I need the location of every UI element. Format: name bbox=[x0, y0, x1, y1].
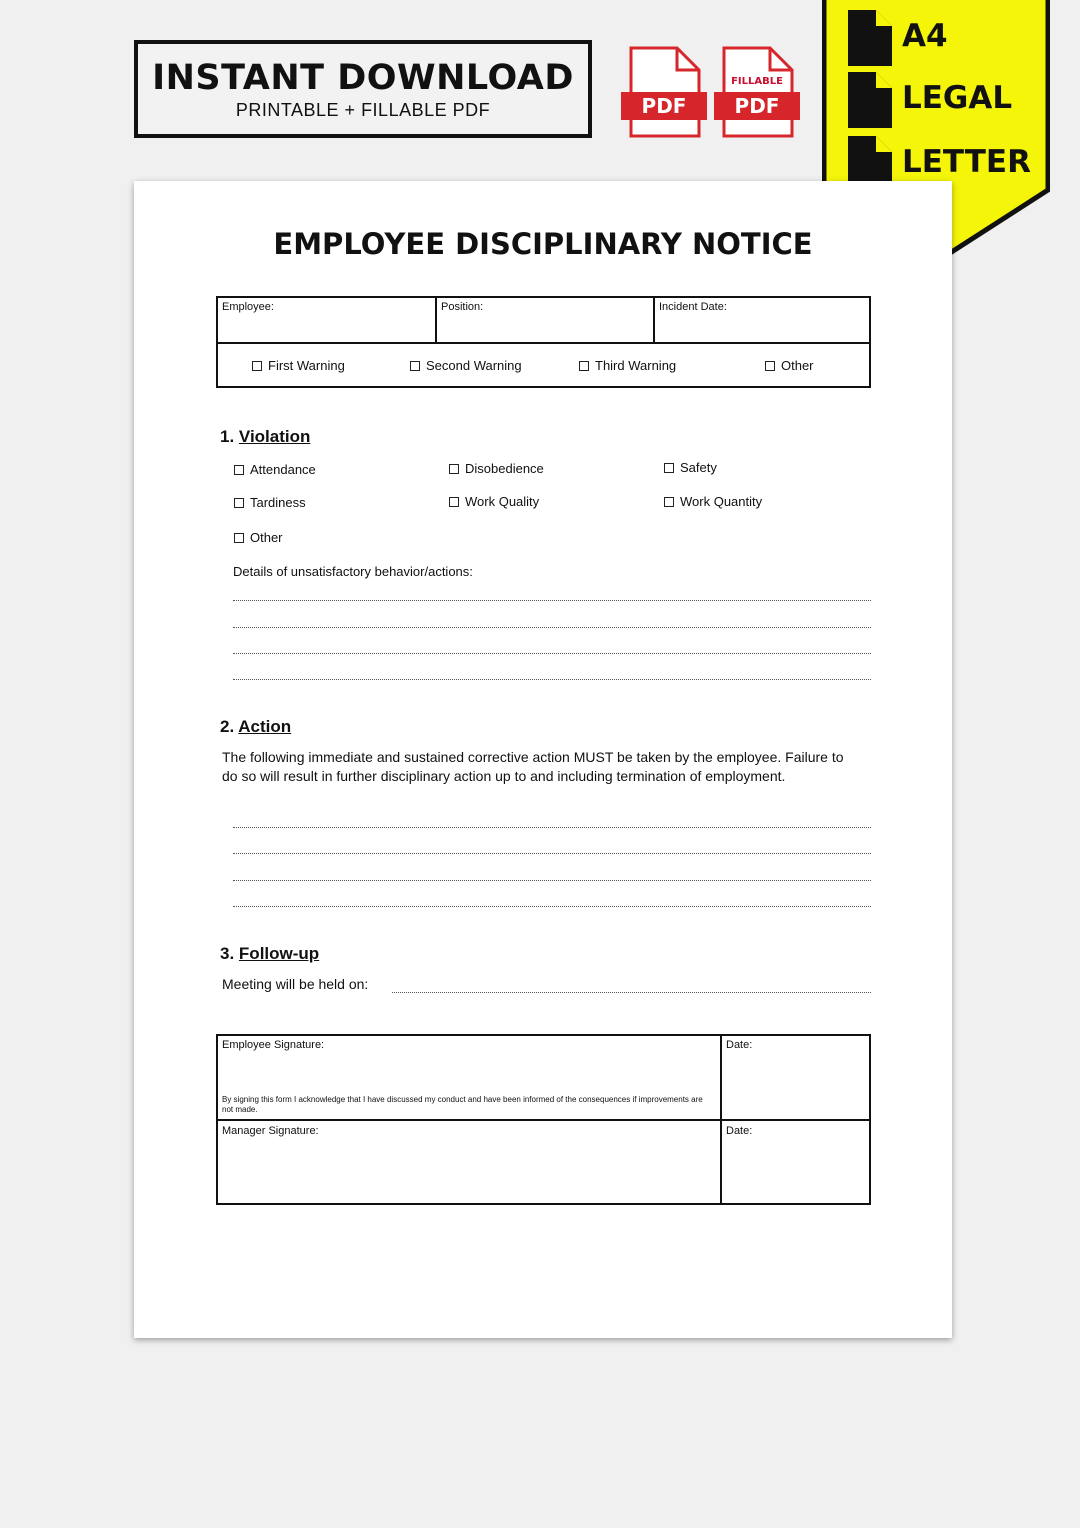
details-line[interactable] bbox=[233, 627, 871, 628]
banner-subtitle: PRINTABLE + FILLABLE PDF bbox=[235, 100, 491, 120]
manager-date-label[interactable]: Date: bbox=[726, 1125, 753, 1137]
action-heading: 2. Action bbox=[220, 717, 292, 736]
size-label-legal: LEGAL bbox=[902, 80, 1013, 116]
violation-safety-checkbox[interactable] bbox=[664, 460, 717, 475]
signature-box bbox=[216, 1034, 871, 1205]
size-label-letter: LETTER bbox=[902, 144, 1031, 180]
size-a4 bbox=[848, 10, 1048, 66]
incident-date-label: Incident Date: bbox=[659, 301, 727, 313]
action-line[interactable] bbox=[233, 880, 871, 881]
details-line[interactable] bbox=[233, 600, 871, 601]
fillable-label: FILLABLE bbox=[731, 76, 783, 87]
pdf-label: PDF bbox=[641, 94, 687, 118]
first-warning-label: First Warning bbox=[268, 358, 345, 373]
instant-download-banner bbox=[134, 40, 592, 138]
option-label: Disobedience bbox=[465, 461, 544, 476]
position-label: Position: bbox=[441, 301, 484, 313]
action-text: The following immediate and sustained corrective action MUST be taken by the employee. Failure to do so will result in further disciplinary action up to and including termination of employment. bbox=[222, 749, 844, 784]
header-fields-box bbox=[216, 296, 871, 388]
third-warning-label: Third Warning bbox=[595, 358, 677, 373]
fillable-pdf-label: PDF bbox=[734, 94, 780, 118]
manager-signature-label[interactable]: Manager Signature: bbox=[222, 1125, 319, 1137]
option-label: Work Quantity bbox=[680, 494, 763, 509]
employee-date-label[interactable]: Date: bbox=[726, 1039, 753, 1051]
details-label: Details of unsatisfactory behavior/actions: bbox=[233, 564, 473, 579]
action-line[interactable] bbox=[233, 827, 871, 828]
meeting-date-line[interactable] bbox=[392, 992, 871, 993]
violation-tardiness-checkbox[interactable] bbox=[234, 495, 306, 510]
option-label: Attendance bbox=[250, 462, 316, 477]
second-warning-checkbox[interactable] bbox=[410, 358, 522, 373]
form-page bbox=[134, 181, 952, 1338]
position-field[interactable] bbox=[437, 298, 655, 343]
pdf-file-icon bbox=[621, 46, 707, 138]
incident-date-field[interactable] bbox=[655, 298, 869, 343]
size-label-a4: A4 bbox=[902, 18, 948, 54]
option-label: Work Quality bbox=[465, 494, 540, 509]
banner-title: INSTANT DOWNLOAD bbox=[152, 58, 574, 98]
second-warning-label: Second Warning bbox=[426, 358, 522, 373]
violation-other-checkbox[interactable] bbox=[234, 530, 283, 545]
violation-work-quantity-checkbox[interactable] bbox=[664, 494, 762, 509]
violation-work-quality-checkbox[interactable] bbox=[449, 494, 539, 509]
violation-attendance-checkbox[interactable] bbox=[234, 462, 316, 477]
option-label: Tardiness bbox=[250, 495, 306, 510]
document-icon bbox=[848, 72, 892, 128]
employee-signature-label[interactable]: Employee Signature: bbox=[222, 1039, 325, 1051]
action-line[interactable] bbox=[233, 853, 871, 854]
employee-field[interactable] bbox=[218, 298, 436, 343]
size-legal bbox=[848, 72, 1048, 128]
document-icon bbox=[848, 10, 892, 66]
details-line[interactable] bbox=[233, 679, 871, 680]
acknowledgement-text: By signing this form I acknowledge that I have discussed my conduct and have been informed of the consequences if improvements are not made. bbox=[222, 1095, 703, 1114]
other-warning-checkbox[interactable] bbox=[765, 358, 814, 373]
details-line[interactable] bbox=[233, 653, 871, 654]
meeting-label: Meeting will be held on: bbox=[222, 976, 369, 992]
form-title: EMPLOYEE DISCIPLINARY NOTICE bbox=[273, 227, 813, 261]
followup-heading: 3. Follow-up bbox=[220, 944, 320, 963]
option-label: Safety bbox=[680, 460, 717, 475]
option-label: Other bbox=[250, 530, 283, 545]
employee-label: Employee: bbox=[222, 301, 274, 313]
action-line[interactable] bbox=[233, 906, 871, 907]
third-warning-checkbox[interactable] bbox=[579, 358, 676, 373]
fillable-pdf-file-icon bbox=[714, 46, 800, 138]
violation-heading: 1. Violation bbox=[220, 427, 311, 446]
violation-disobedience-checkbox[interactable] bbox=[449, 461, 544, 476]
other-warning-label: Other bbox=[781, 358, 814, 373]
first-warning-checkbox[interactable] bbox=[252, 358, 345, 373]
